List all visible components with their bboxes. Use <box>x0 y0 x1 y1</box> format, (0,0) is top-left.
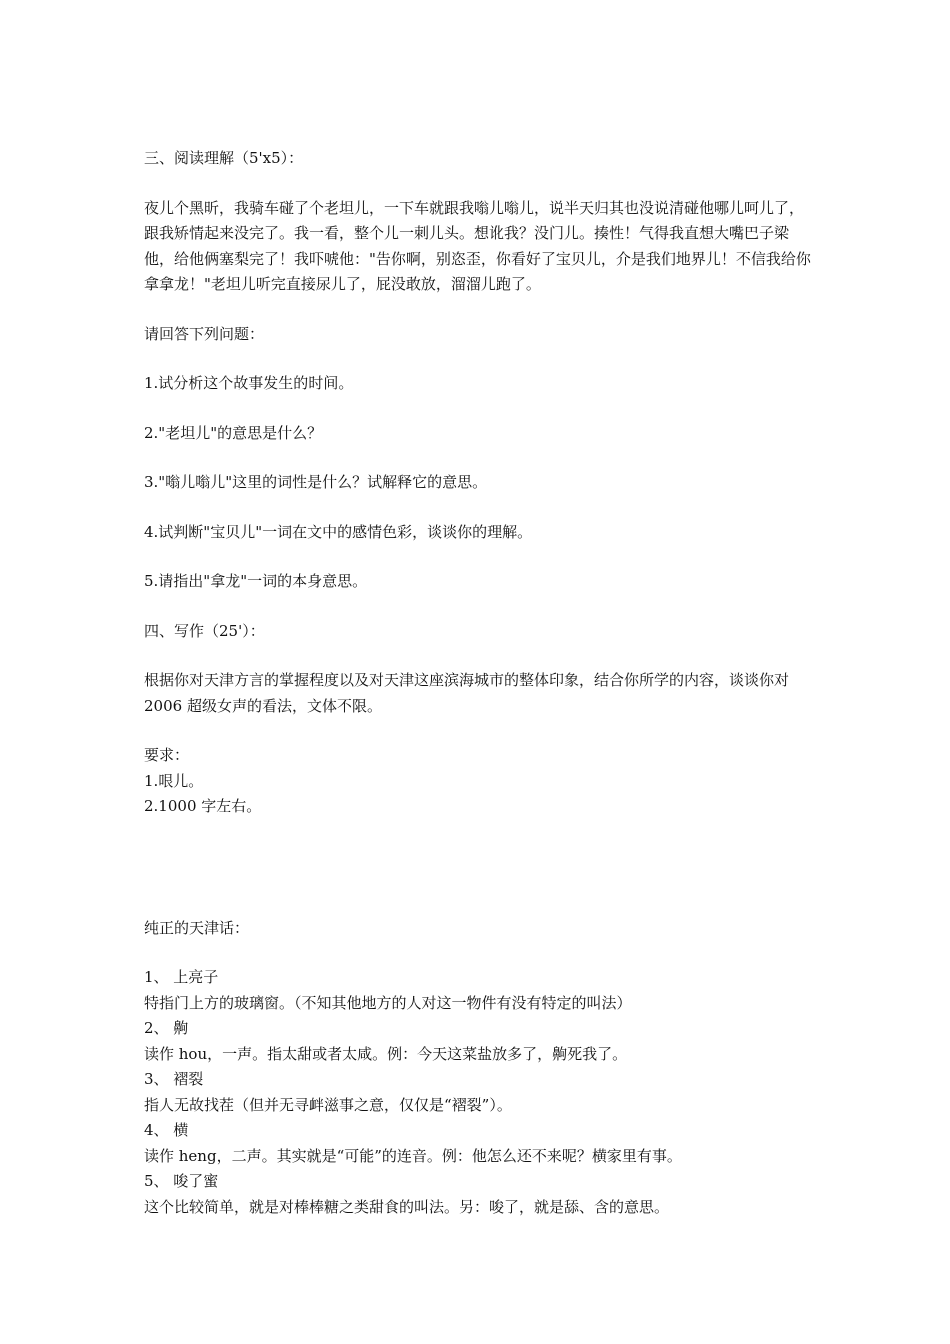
glossary-item <box>144 1169 812 1220</box>
spacer <box>144 298 812 322</box>
spacer <box>144 172 812 196</box>
glossary-item <box>144 965 812 1016</box>
question-2: 2."老坦儿"的意思是什么？ <box>144 423 323 442</box>
glossary-heading: 纯正的天津话： <box>144 918 250 937</box>
glossary-item-desc: 特指门上方的玻璃窗。（不知其他地方的人对这一物件有没有特定的叫法） <box>144 993 632 1012</box>
glossary-item-title: 5、 唆了蜜 <box>144 1172 219 1190</box>
spacer <box>144 941 812 965</box>
glossary-item-desc: 指人无故找茬（但并无寻衅滋事之意，仅仅是“褶裂”）。 <box>144 1095 512 1114</box>
requirement-1: 1.哏儿。 <box>144 771 204 790</box>
glossary-item <box>144 1016 812 1067</box>
glossary-item <box>144 1067 812 1118</box>
spacer <box>144 347 812 371</box>
glossary-item-title: 3、 褶裂 <box>144 1070 204 1088</box>
document-content <box>144 146 812 1220</box>
glossary-item-title: 2、 齁 <box>144 1019 189 1037</box>
spacer <box>144 644 812 668</box>
requirement-2: 2.1000 字左右。 <box>144 797 262 815</box>
glossary-item-desc: 这个比较简单，就是对棒棒糖之类甜食的叫法。另：唆了，就是舔、含的意思。 <box>144 1197 670 1216</box>
spacer <box>144 595 812 619</box>
spacer <box>144 719 812 743</box>
questions-prompt: 请回答下列问题： <box>144 324 265 343</box>
spacer <box>144 397 812 421</box>
question-4: 4.试判断"宝贝儿"一词在文中的感情色彩，谈谈你的理解。 <box>144 522 533 541</box>
question-1: 1.试分析这个故事发生的时间。 <box>144 374 354 392</box>
writing-task: 根据你对天津方言的掌握程度以及对天津这座滨海城市的整体印象，结合你所学的内容，谈谈你对 2006 超级女声的看法，文体不限。 <box>144 671 790 715</box>
spacer <box>144 446 812 470</box>
spacer <box>144 820 812 916</box>
glossary-item-title: 1、 上亮子 <box>144 968 219 986</box>
spacer <box>144 496 812 520</box>
question-5: 5.请指出"拿龙"一词的本身意思。 <box>144 572 368 590</box>
question-3: 3."嗡儿嗡儿"这里的词性是什么？试解释它的意思。 <box>144 473 488 491</box>
glossary-item <box>144 1118 812 1169</box>
section-4-heading: 四、写作（25'）： <box>144 621 265 640</box>
reading-passage: 夜儿个黑昕，我骑车碰了个老坦儿，一下车就跟我嗡儿嗡儿，说半天归其也没说清碰他哪儿呵儿了，跟我矫情起来没完了。我一看，整个儿一刺儿头。想讹我？没门儿。揍性！气得我直想大嘴巴子梁他，给他俩塞梨完了！我吓唬他："告你啊，别恣歪，你看好了宝贝儿，介是我们地界儿！不信我给你拿拿龙！"老坦儿听完直接尿儿了，屁没敢放，溜溜儿跑了。 <box>144 198 811 293</box>
glossary-item-title: 4、 横 <box>144 1121 189 1139</box>
spacer <box>144 545 812 569</box>
requirements-label: 要求： <box>144 746 190 764</box>
glossary-list <box>144 965 812 1220</box>
glossary-item-desc: 读作 hou，一声。指太甜或者太咸。例：今天这菜盐放多了，齁死我了。 <box>144 1044 628 1063</box>
glossary-item-desc: 读作 heng，二声。其实就是“可能”的连音。例：他怎么还不来呢？横家里有事。 <box>144 1146 682 1165</box>
section-3-heading: 三、阅读理解（5'x5）： <box>144 149 304 167</box>
